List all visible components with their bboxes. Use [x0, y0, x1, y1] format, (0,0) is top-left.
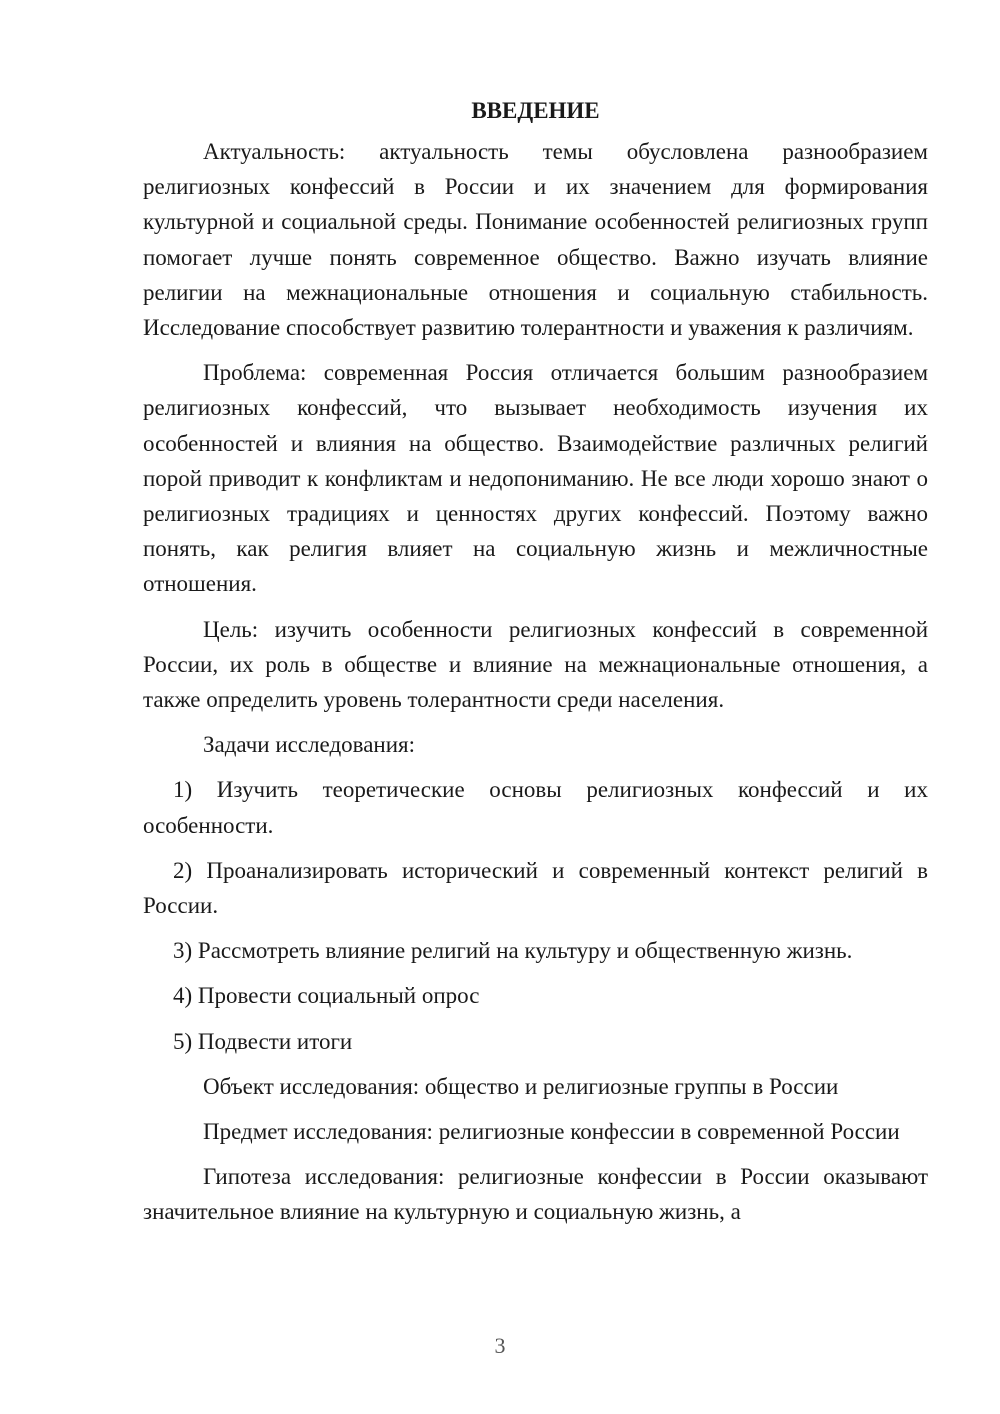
task-item-5: 5) Подвести итоги [173, 1028, 353, 1054]
section-heading: ВВЕДЕНИЕ [471, 98, 600, 123]
tasks-title: Задачи исследования: [203, 732, 416, 758]
hypothesis-paragraph: Гипотеза исследования: религиозные конфессии в России оказывают значительное влияние на культурную и социальную жизнь, а [143, 1164, 928, 1225]
page-number: 3 [494, 1333, 506, 1358]
task-item-4: 4) Провести социальный опрос [173, 983, 480, 1009]
goal-paragraph: Цель: изучить особенности религиозных конфессий в современной России, их роль в обществе и влияние на межнациональные отношения, а также определить уровень толерантности среди населения. [143, 616, 928, 713]
relevance-paragraph: Актуальность: актуальность темы обусловлена разнообразием религиозных конфессий в России и их значением для формирования культурной и социальной среды. Понимание особенностей религиозных групп помогает лучше понять современное общество. Важно изучать влияние религии на межнациональные отношения и социальную стабильность. Исследование способствует развитию толерантности и уважения к различиям. [143, 139, 928, 341]
task-item-1: 1) Изучить теоретические основы религиозных конфессий и их особенности. [143, 777, 928, 838]
problem-paragraph: Проблема: современная Россия отличается большим разнообразием религиозных конфессий, что вызывает необходимость изучения их особенностей и влияния на общество. Взаимодействие различных религий порой приводит к конфликтам и недопониманию. Не все люди хорошо знают о религиозных традициях и ценностях других конфессий. Поэтому важно понять, как религия влияет на социальную жизнь и межличностные отношения. [143, 360, 928, 597]
object-paragraph: Объект исследования: общество и религиозные группы в России [203, 1073, 839, 1099]
page-content [143, 96, 928, 1230]
task-item-3: 3) Рассмотреть влияние религий на культуру и общественную жизнь. [173, 938, 853, 964]
task-item-2: 2) Проанализировать исторический и современный контекст религий в России. [143, 857, 928, 919]
subject-paragraph: Предмет исследования: религиозные конфессии в современной России [203, 1119, 900, 1145]
